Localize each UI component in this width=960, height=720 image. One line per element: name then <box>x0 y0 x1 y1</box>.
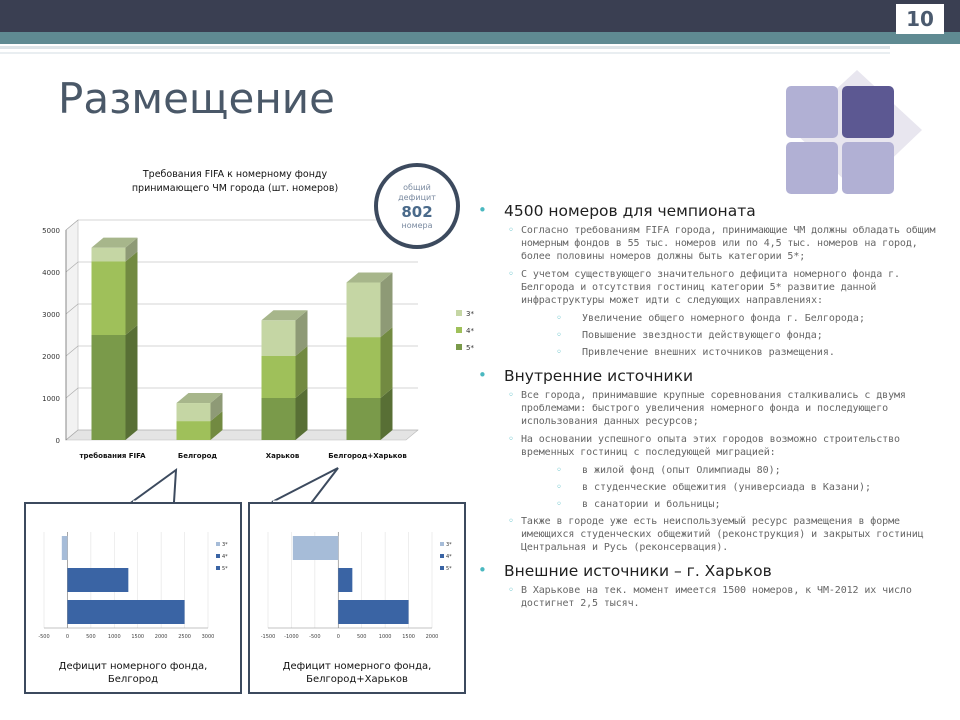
bar <box>67 600 184 624</box>
bubble-number: 802 <box>401 203 433 221</box>
x-tick-label: Белгород+Харьков <box>328 452 407 460</box>
caption-line: Дефицит номерного фонда, <box>282 661 432 672</box>
y-tick-label: 2000 <box>42 353 60 361</box>
sub-bullet-item: ◦ в санатории и больницы; <box>476 498 946 511</box>
legend-label: 4* <box>466 327 474 335</box>
bar <box>338 600 408 624</box>
x-tick-label: 1500 <box>131 634 145 640</box>
x-tick-label: -500 <box>38 634 50 640</box>
bullet-heading: • Внешние источники – г. Харьков <box>476 562 946 580</box>
slide-number: 10 <box>896 4 944 34</box>
x-tick-label: 1500 <box>402 634 415 640</box>
chart-title-line-2: принимающего ЧМ города (шт. номеров) <box>131 183 339 194</box>
content-text <box>476 202 946 615</box>
x-tick-label: 1000 <box>107 634 121 640</box>
x-tick-label: 500 <box>356 634 367 640</box>
bar <box>293 536 338 560</box>
x-tick-label: 0 <box>336 634 340 640</box>
deficit-panel-belgorod <box>24 502 242 694</box>
legend-swatch <box>440 566 444 570</box>
bullet-item: ◦ В Харькове на тек. момент имеется 1500 номеров, к ЧМ-2012 их число достигнет 2,5 тысяч. <box>476 584 946 610</box>
legend-label: 3* <box>466 310 474 318</box>
sub-bullet-item: ◦ в жилой фонд (опыт Олимпиады 80); <box>476 464 946 477</box>
bar <box>62 536 68 560</box>
x-tick-label: -500 <box>309 634 321 640</box>
sub-bullet-item: ◦ Повышение звездности действующего фонда; <box>476 329 946 342</box>
legend-swatch <box>440 542 444 546</box>
y-tick-label: 3000 <box>42 311 60 319</box>
x-tick-label: -1500 <box>260 634 276 640</box>
y-tick-label: 4000 <box>42 269 60 277</box>
caption-line: Дефицит номерного фонда, <box>58 661 208 672</box>
legend-label: 5* <box>222 566 228 572</box>
y-tick-label: 0 <box>55 437 60 445</box>
legend-label: 4* <box>222 554 228 560</box>
x-tick-label: 500 <box>86 634 96 640</box>
bar <box>67 568 128 592</box>
bullet-item: ◦ Согласно требованиям FIFA города, принимающие ЧМ должны обладать общим номерным фондов в 55 тыс. номеров или по 4,5 тыс. номеров на город, более половины номеров должны быть категории 5*; <box>476 224 946 263</box>
deficit-caption-belgorod-kharkov <box>250 660 464 686</box>
bubble-line-3: номера <box>401 221 433 230</box>
x-tick-label: Белгород <box>177 452 218 460</box>
x-tick-label: 2500 <box>178 634 191 640</box>
x-tick-label: 0 <box>65 634 70 640</box>
bullet-item: ◦ С учетом существующего значительного дефицита номерного фонда г. Белгорода и отсутствия гостиниц категории 5* развитие данной инфраструктуры может идти с следующих направлениях: <box>476 268 946 307</box>
deficit-chart-belgorod <box>32 512 232 652</box>
x-tick-label: 2000 <box>154 634 168 640</box>
bullet-heading: • Внутренние источники <box>476 367 946 385</box>
bullet-item: ◦ На основании успешного опыта этих городов возможно строительство временных гостиниц с последующей миграцией: <box>476 433 946 459</box>
x-tick-label: -1000 <box>284 634 299 640</box>
legend-swatch <box>216 566 220 570</box>
sub-bullet-item: ◦ Привлечение внешних источников размещения. <box>476 346 946 359</box>
x-tick-label: 1000 <box>378 634 392 640</box>
deficit-caption-belgorod <box>26 660 240 686</box>
legend-label: 5* <box>466 344 474 352</box>
bubble-line-2: дефицит <box>398 193 436 202</box>
sub-bullet-item: ◦ Увеличение общего номерного фонда г. Белгорода; <box>476 312 946 325</box>
deficit-chart-belgorod-kharkov <box>256 512 456 652</box>
x-tick-label: требования FIFA <box>79 452 146 460</box>
y-tick-label: 1000 <box>42 395 60 403</box>
legend-swatch <box>440 554 444 558</box>
legend-label: 4* <box>446 554 452 560</box>
legend-label: 3* <box>446 542 452 548</box>
bullet-item: ◦ Все города, принимавшие крупные соревнования сталкивались с двумя проблемами: быстрого увеличения номерного фонда и последующего использования данных ресурсов; <box>476 389 946 428</box>
bar <box>338 568 352 592</box>
y-tick-label: 5000 <box>42 227 60 235</box>
sub-bullet-item: ◦ в студенческие общежития (универсиада в Казани); <box>476 481 946 494</box>
chart-title-line-1: Требования FIFA к номерному фонду <box>142 169 328 180</box>
legend-swatch <box>216 542 220 546</box>
caption-line: Белгород+Харьков <box>306 674 408 685</box>
bullet-item: ◦ Также в городе уже есть неиспользуемый ресурс размещения в форме имеющихся студенческих общежитий (реконструкция) и закрытых гостиниц Центральная и Русь (реконсервация). <box>476 515 946 554</box>
legend-label: 3* <box>222 542 228 548</box>
legend-swatch <box>216 554 220 558</box>
slide-title: Размещение <box>58 74 335 123</box>
x-tick-label: 3000 <box>201 634 215 640</box>
deficit-panel-belgorod-kharkov <box>248 502 466 694</box>
bubble-line-1: общий <box>403 183 431 192</box>
caption-line: Белгород <box>107 674 159 685</box>
legend-label: 5* <box>446 566 452 572</box>
x-tick-label: Харьков <box>265 452 300 460</box>
bullet-heading: • 4500 номеров для чемпионата <box>476 202 946 220</box>
x-tick-label: 2000 <box>425 634 439 640</box>
